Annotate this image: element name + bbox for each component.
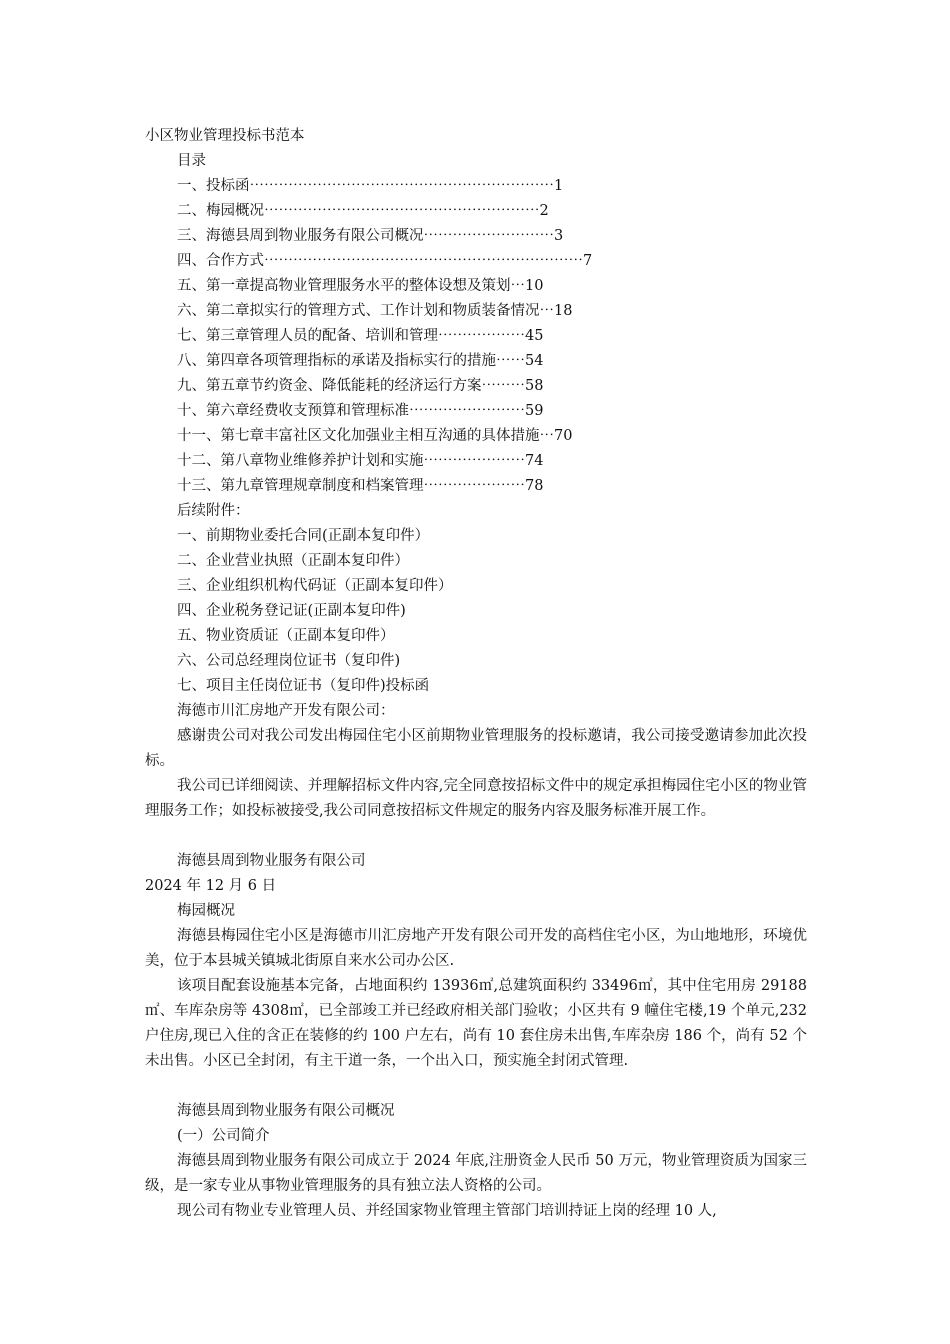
attachment-item: 六、公司总经理岗位证书（复印件)	[177, 653, 401, 669]
toc-heading: 目录	[177, 153, 206, 169]
toc-item: 十二、第八章物业维修养护计划和实施⋯⋯⋯⋯⋯⋯⋯74	[177, 453, 544, 469]
subsection-heading: (一）公司简介	[177, 1128, 270, 1144]
attachment-item: 三、企业组织机构代码证（正副本复印件）	[177, 578, 453, 594]
toc-item: 九、第五章节约资金、降低能耗的经济运行方案⋯⋯⋯58	[177, 378, 544, 394]
toc-item: 十一、第七章丰富社区文化加强业主相互沟通的具体措施⋯70	[177, 428, 573, 444]
toc-item: 一、投标函⋯⋯⋯⋯⋯⋯⋯⋯⋯⋯⋯⋯⋯⋯⋯⋯⋯⋯⋯⋯⋯1	[177, 178, 564, 194]
letter-date: 2024 年 12 月 6 日	[145, 878, 277, 894]
toc-item: 五、第一章提高物业管理服务水平的整体设想及策划⋯10	[177, 278, 544, 294]
toc-item: 四、合作方式⋯⋯⋯⋯⋯⋯⋯⋯⋯⋯⋯⋯⋯⋯⋯⋯⋯⋯⋯⋯⋯⋯7	[177, 253, 593, 269]
section-paragraph: 海德县周到物业服务有限公司成立于 2024 年底,注册资金人民币 50 万元，物业管理资质为国家三级，是一家专业从事物业管理服务的具有独立法人资格的公司。	[145, 1153, 807, 1194]
attachment-item: 五、物业资质证（正副本复印件）	[177, 628, 395, 644]
attachment-item: 四、企业税务登记证(正副本复印件)	[177, 603, 406, 619]
attachments-heading: 后续附件：	[177, 503, 250, 519]
letter-paragraph: 感谢贵公司对我公司发出梅园住宅小区前期物业管理服务的投标邀请，我公司接受邀请参加此次投标。	[145, 728, 807, 769]
toc-item: 六、第二章拟实行的管理方式、工作计划和物质装备情况⋯18	[177, 303, 573, 319]
toc-item: 十三、第九章管理规章制度和档案管理⋯⋯⋯⋯⋯⋯⋯78	[177, 478, 544, 494]
section-paragraph: 现公司有物业专业管理人员、并经国家物业管理主管部门培训持证上岗的经理 10 人,	[177, 1203, 717, 1219]
toc-item: 二、梅园概况⋯⋯⋯⋯⋯⋯⋯⋯⋯⋯⋯⋯⋯⋯⋯⋯⋯⋯⋯2	[177, 203, 549, 219]
attachment-item: 二、企业营业执照（正副本复印件）	[177, 553, 409, 569]
section-paragraph: 该项目配套设施基本完备，占地面积约 13936㎡,总建筑面积约 33496㎡，其中住宅用房 29188㎡、车库杂房等 4308㎡，已全部竣工并已经政府相关部门验收；小区共有 9 幢住宅楼,19 个单元,232 户住房,现已入住的含正在装修的约 100 户左右，尚有 10 套住房未出售,车库杂房 186 个，尚有 52 个未出售。小区已全封闭，有主干道一条，一个出入口，预实施全封闭式管理.	[145, 978, 807, 1069]
attachment-item: 七、项目主任岗位证书（复印件)投标函	[177, 678, 430, 694]
section-paragraph: 海德县梅园住宅小区是海德市川汇房地产开发有限公司开发的高档住宅小区，为山地地形，环境优美，位于本县城关镇城北街原自来水公司办公区.	[145, 928, 807, 969]
letter-paragraph: 我公司已详细阅读、并理解招标文件内容,完全同意按招标文件中的规定承担梅园住宅小区的物业管理服务工作；如投标被接受,我公司同意按招标文件规定的服务内容及服务标准开展工作。	[145, 778, 807, 819]
toc-item: 七、第三章管理人员的配备、培训和管理⋯⋯⋯⋯⋯⋯45	[177, 328, 544, 344]
section-heading: 梅园概况	[177, 903, 235, 919]
section-heading: 海德县周到物业服务有限公司概况	[177, 1103, 395, 1119]
toc-item: 十、第六章经费收支预算和管理标准⋯⋯⋯⋯⋯⋯⋯⋯59	[177, 403, 544, 419]
letter-signature: 海德县周到物业服务有限公司	[177, 853, 366, 869]
toc-item: 三、海德县周到物业服务有限公司概况⋯⋯⋯⋯⋯⋯⋯⋯⋯3	[177, 228, 564, 244]
toc-item: 八、第四章各项管理指标的承诺及指标实行的措施⋯⋯54	[177, 353, 544, 369]
letter-salutation: 海德市川汇房地产开发有限公司：	[177, 703, 395, 719]
attachment-item: 一、前期物业委托合同(正副本复印件）	[177, 528, 430, 544]
doc-title: 小区物业管理投标书范本	[145, 128, 305, 144]
